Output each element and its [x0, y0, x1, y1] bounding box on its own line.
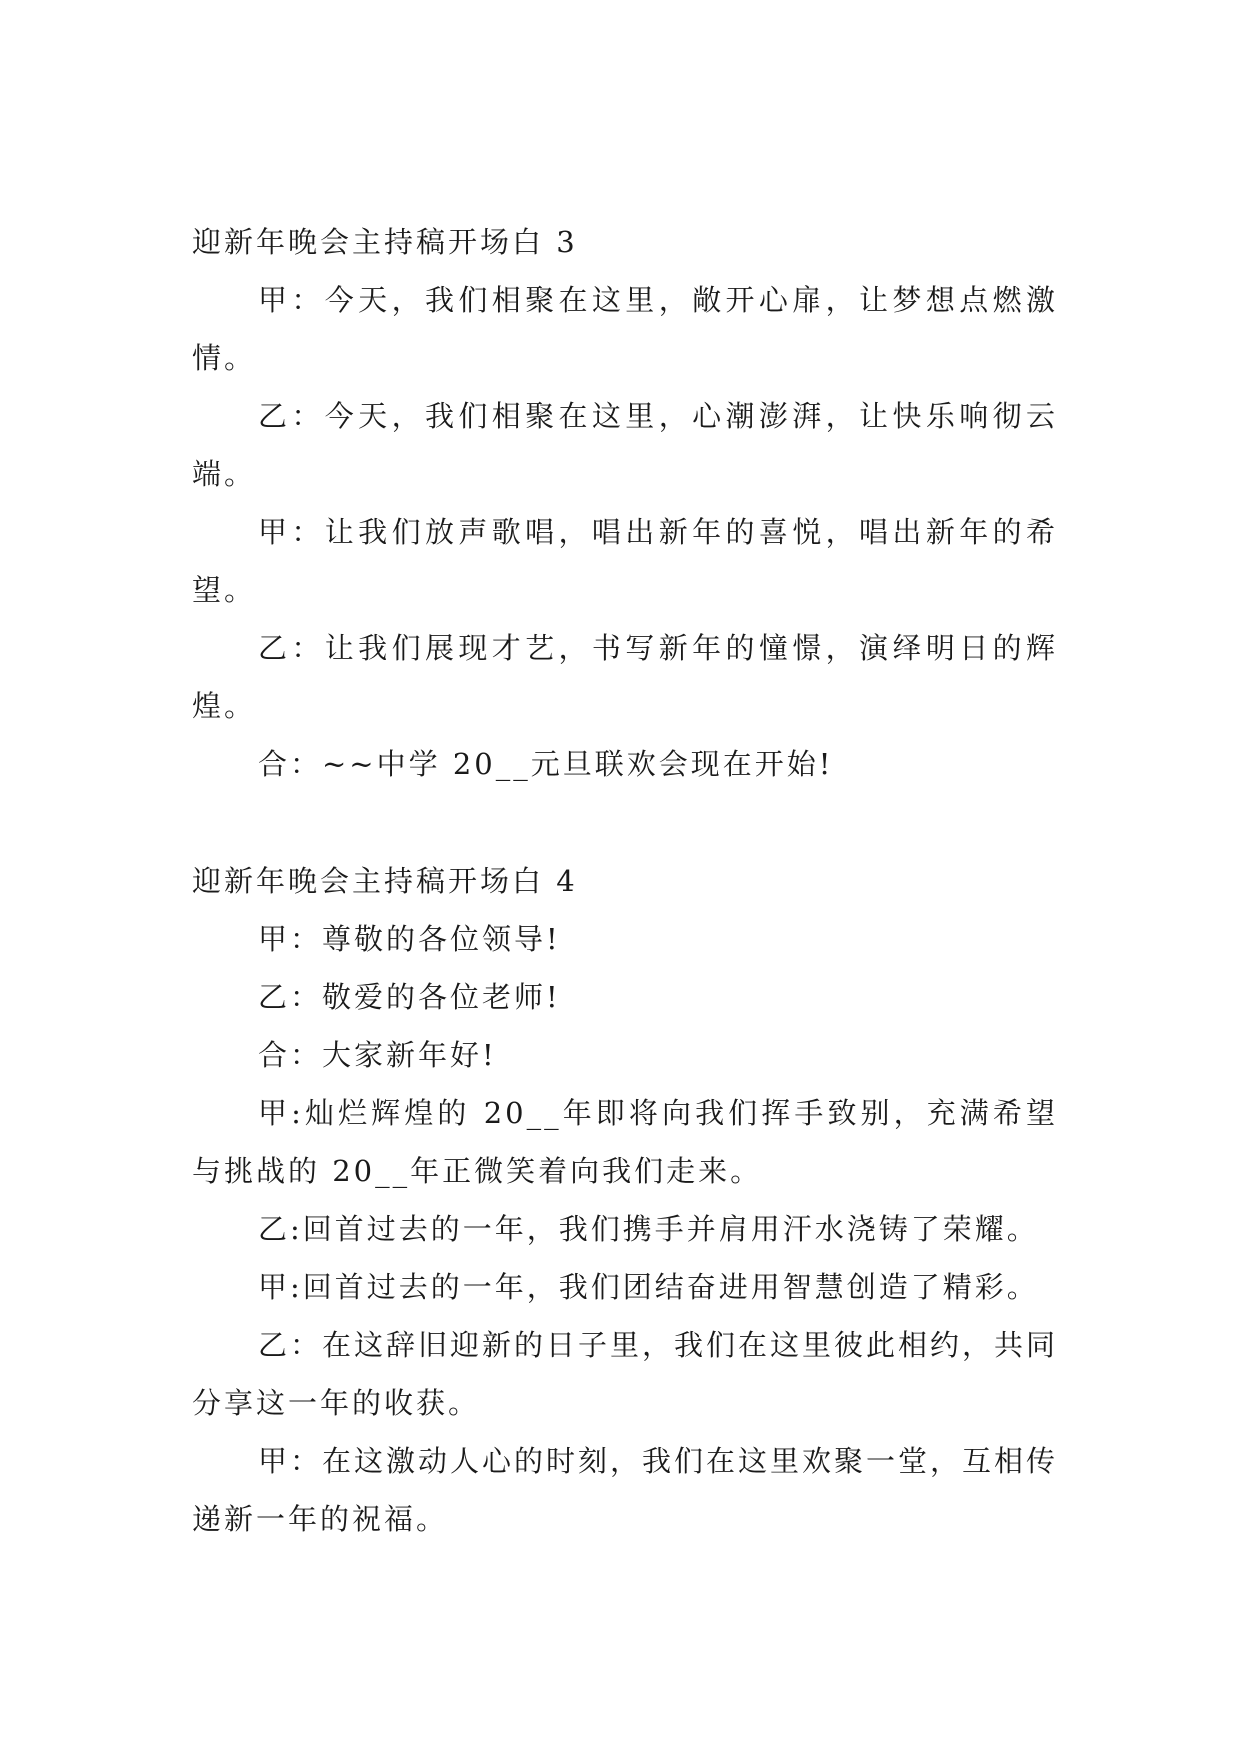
- dialogue-line: 甲：今天，我们相聚在这里，敞开心扉，让梦想点燃激情。: [192, 283, 1058, 375]
- section-opening-3: [192, 213, 1058, 793]
- section-heading: 迎新年晚会主持稿开场白 3: [192, 225, 578, 259]
- dialogue-line: 甲：尊敬的各位领导!: [258, 922, 561, 956]
- dialogue-line: 合：大家新年好!: [258, 1038, 497, 1072]
- dialogue-line: 乙：让我们展现才艺，书写新年的憧憬，演绎明日的辉煌。: [192, 631, 1058, 723]
- dialogue-line: 甲：在这激动人心的时刻，我们在这里欢聚一堂，互相传递新一年的祝福。: [192, 1444, 1059, 1536]
- dialogue-line: 甲:回首过去的一年，我们团结奋进用智慧创造了精彩。: [258, 1270, 1039, 1304]
- dialogue-line: 乙:回首过去的一年，我们携手并肩用汗水浇铸了荣耀。: [258, 1212, 1039, 1246]
- dialogue-line: 甲:灿烂辉煌的 20__年即将向我们挥手致别，充满希望与挑战的 20__年正微笑着向我们走来。: [192, 1096, 1058, 1188]
- dialogue-line: 甲：让我们放声歌唱，唱出新年的喜悦，唱出新年的希望。: [192, 515, 1058, 607]
- dialogue-line: 合：~~中学 20__元旦联欢会现在开始!: [258, 747, 834, 781]
- dialogue-line: 乙：敬爱的各位老师!: [258, 980, 561, 1014]
- section-opening-4: [192, 852, 1058, 1548]
- document-body: [192, 213, 1058, 1548]
- dialogue-line: 乙：在这辞旧迎新的日子里，我们在这里彼此相约，共同分享这一年的收获。: [192, 1328, 1059, 1420]
- section-heading: 迎新年晚会主持稿开场白 4: [192, 864, 578, 898]
- dialogue-line: 乙：今天，我们相聚在这里，心潮澎湃，让快乐响彻云端。: [192, 399, 1058, 491]
